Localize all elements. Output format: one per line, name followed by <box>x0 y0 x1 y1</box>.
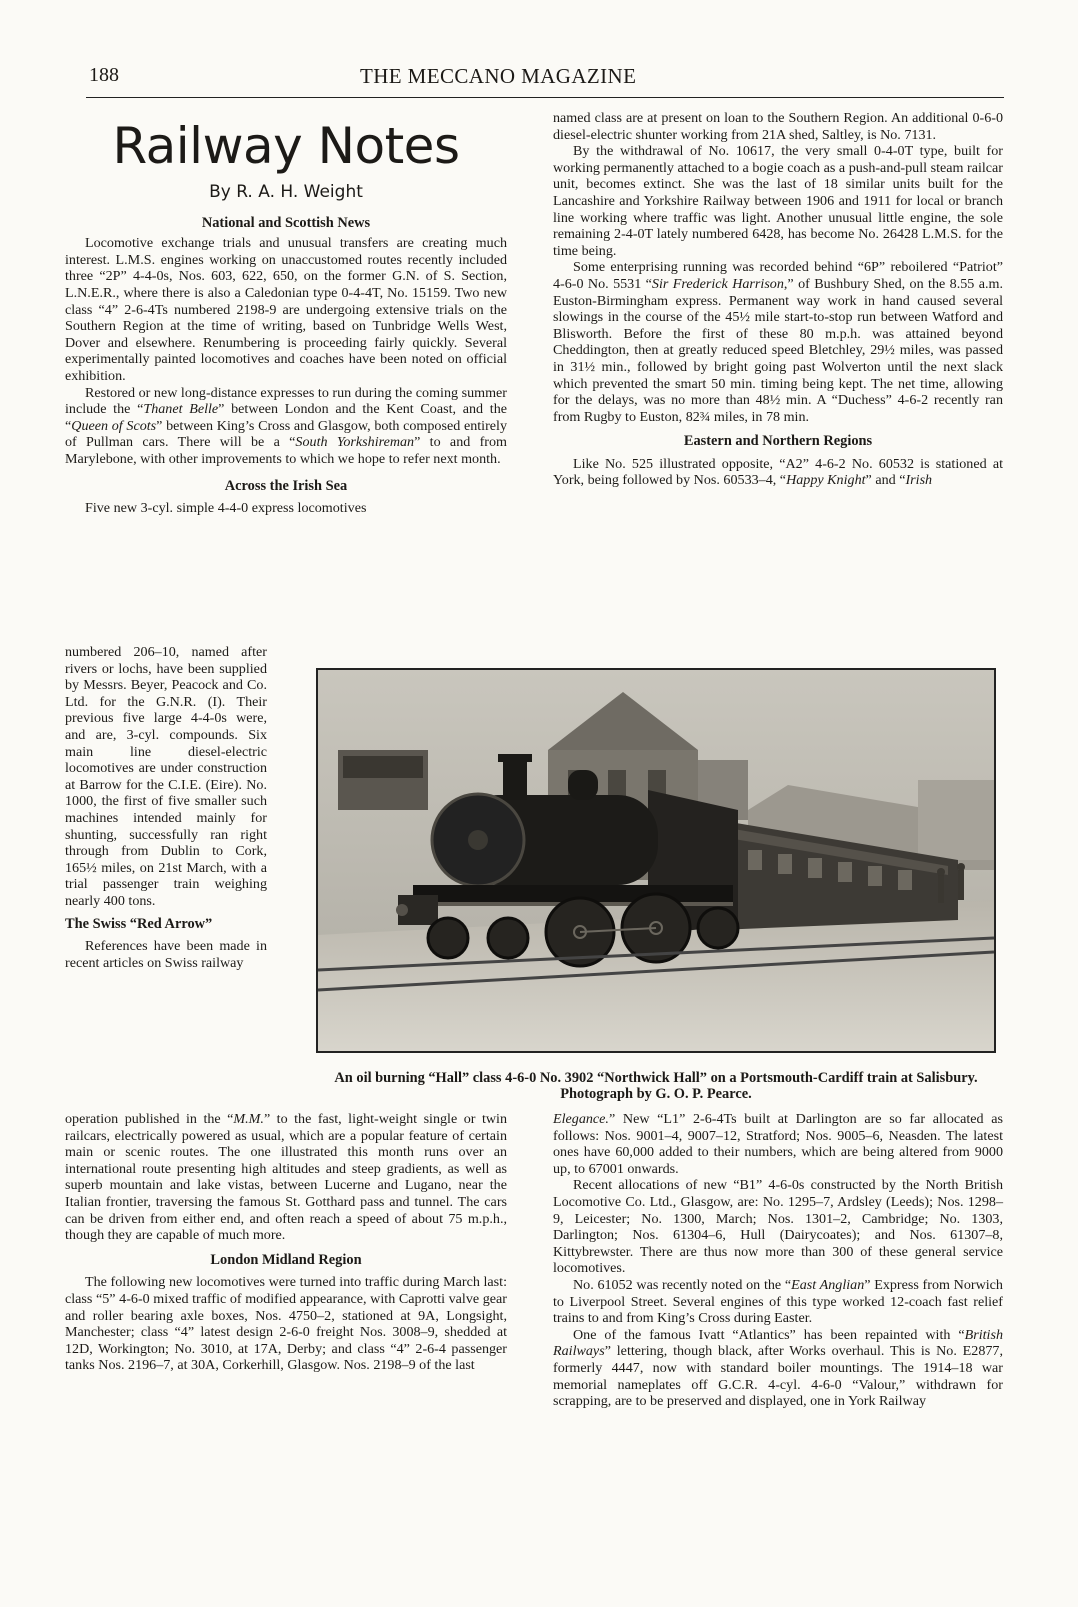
magazine-title: THE MECCANO MAGAZINE <box>360 64 637 88</box>
paragraph: Some enterprising running was recorded behind “6P” reboilered “Patriot” 4-6-0 No. 5531 “Sir Frederick Harrison,” of Bushbury Shed, on the 8.55 a.m. Euston-Birmingham express. Permanent way work in hand caused several slowings in the course of the 45½ mile start-to-stop run between Watford and Blisworth. Before the first of these 80 m.p.h. was attained beyond Cheddington, then at greatly reduced speed Bletchley, 29½ miles, was passed in 31½ min., followed by bright going past Wolverton until the next slack which prevented the smart 50 min. timing being kept. The net time, allowing for the delays, was no more than 48½ min. A “Duchess” 4-6-2 recently ran from Rugby to Euston, 82¾ miles, in 78 min. <box>553 259 1003 425</box>
steam-locomotive-illustration <box>318 670 994 1051</box>
paragraph: Elegance.” New “L1” 2-6-4Ts built at Darlington are so far allocated as follows: Nos. 9001–4, 9007–12, Stratford; Nos. 9005–6, Neasden. The latest ones have 60,000 added to their numbers, which are being altered from 9000 up, to 67001 onwards. <box>553 1111 1003 1177</box>
paragraph: named class are at present on loan to the Southern Region. An additional 0-6-0 diesel-electric shunter working from 21A shed, Saltley, is No. 7131. <box>553 110 1003 143</box>
paragraph: numbered 206–10, named after rivers or lochs, have been supplied by Messrs. Beyer, Peacock and Co. Ltd. for the G.N.R. (I). Their previous five large 4-4-0s were, and are, 3-cyl. compounds. Six main line diesel-electric locomotives are under construction at Barrow for the C.I.E. (Eire). No. 1000, the first of five smaller such machines intended mainly for shunting, successfully ran right through from Dublin to Cork, 165½ miles, on 21st March, with a trial passenger train weighing nearly 400 tons. <box>65 644 267 909</box>
paragraph: Restored or new long-distance expresses to run during the coming summer include the “Thanet Belle” between London and the Kent Coast, and the “Queen of Scots” between King’s Cross and Glasgow, both composed entirely of Pullman cars. There will be a “South Yorkshireman” to and from Marylebone, with other improvements to which we hope to refer next month. <box>65 384 508 467</box>
paragraph: References have been made in recent articles on Swiss railway <box>65 938 267 971</box>
paragraph: The following new locomotives were turned into traffic during March last: class “5” 4-6-0 mixed traffic of modified appearance, with Caprotti valve gear and roller bearing axle boxes, Nos. 4750–2, stationed at 9A, Longsight, Manchester; class “4” latest design 2-6-0 freight Nos. 3008–9, shedded at 12D, Workington; No. 3010, at 17A, Derby; and class “4” 2-6-4 passenger tanks Nos. 2196–7, at 30A, Corkerhill, Glasgow. Nos. 2198–9 of the last <box>65 1274 507 1374</box>
right-bottom-column <box>553 1111 1003 1410</box>
photo-caption: An oil burning “Hall” class 4-6-0 No. 3902 “Northwick Hall” on a Portsmouth-Cardiff train at Salisbury. Photograph by G. O. P. Pearce. <box>334 1070 978 1103</box>
article-byline: By R. A. H. Weight <box>209 182 363 202</box>
paragraph: Recent allocations of new “B1” 4-6-0s constructed by the North British Locomotive Co. Ltd., Glasgow, are: No. 1295–7, Ardsley (Leeds); Nos. 1298–9, Leicester; No. 1300, March; Nos. 1301–2, Cambridge; No. 1303, Darlington; Nos. 61304–6, Hull (Dairycoates); and Nos. 61307–8, Kittybrewster. There are thus now more than 300 of these general service locomotives. <box>553 1177 1003 1277</box>
heading-london-midland: London Midland Region <box>210 1251 362 1268</box>
paragraph: By the withdrawal of No. 10617, the very small 0-4-0T type, built for working permanently attached to a bogie coach as a push-and-pull steam railcar unit, becomes extinct. She was the last of 18 similar units built for the Lancashire and Yorkshire Railway between 1906 and 1911 for local or branch line working where traffic was light. Another unusual little engine, the sole remaining 2-4-0T lately numbered 6428, has become No. 26428 L.M.S. for the time being. <box>553 143 1003 259</box>
heading-eastern-northern: Eastern and Northern Regions <box>683 433 873 450</box>
left-bottom-column <box>65 1111 507 1374</box>
paragraph: One of the famous Ivatt “Atlantics” has been repainted with “British Railways” lettering, though black, after Works overhaul. This is No. E2877, formerly 4447, now with standard boiler mountings. The 1914–18 war memorial nameplates off G.C.R. 4-cyl. 4-6-0 “Valour,” withdrawn for scrapping, are to be preserved and displayed, one in York Railway <box>553 1326 1003 1410</box>
heading-swiss-red-arrow: The Swiss “Red Arrow” <box>65 915 213 932</box>
paragraph: Like No. 525 illustrated opposite, “A2” 4-6-2 No. 60532 is stationed at York, being followed by Nos. 60533–4, “Happy Knight” and “Irish <box>553 455 1003 489</box>
left-column <box>65 118 507 517</box>
paragraph: operation published in the “M.M.” to the fast, light-weight single or twin railcars, electrically powered as usual, which are a popular feature of certain main or scenic routes. The one illustrated this month runs over an international route presenting high altitudes and steep gradients, as well as superb mountain and lake vistas, between Lucerne and Lugano, near the Italian frontier, traversing the famous St. Gotthard pass and tunnel. The cars can be driven from either end, and often reach a speed of about 75 m.p.h., though they are capable of much more. <box>65 1111 507 1244</box>
article-title: Railway Notes <box>112 117 460 175</box>
page-number: 188 <box>89 64 119 86</box>
locomotive-photo <box>316 668 996 1053</box>
right-column <box>553 110 1003 489</box>
paragraph: Five new 3-cyl. simple 4-4-0 express locomotives <box>85 500 367 517</box>
heading-irish-sea: Across the Irish Sea <box>224 477 348 494</box>
paragraph: Locomotive exchange trials and unusual transfers are creating much interest. L.M.S. engines working on unaccustomed routes recently included three “2P” 4-4-0s, Nos. 603, 622, 650, on the former G.N. of S. Section, L.N.E.R., where there is also a Caledonian type 0-4-4T, No. 15159. Two new class “4” 2-6-4Ts numbered 2198-9 are undergoing extensive trials on the Southern Region at the time of writing, based on Tunbridge Wells West, Dover and elsewhere. Renumbering is proceeding fairly quickly. Several experimentally painted locomotives and coaches have been noted on official exhibition. <box>65 235 507 384</box>
left-narrow-column <box>65 644 267 971</box>
paragraph: No. 61052 was recently noted on the “East Anglian” Express from Norwich to Liverpool Street. Several engines of this type worked 12-coach fast relief trains to and from King’s Cross during Easter. <box>553 1276 1003 1327</box>
heading-national-scottish: National and Scottish News <box>201 214 371 231</box>
header-rule <box>86 97 1004 98</box>
